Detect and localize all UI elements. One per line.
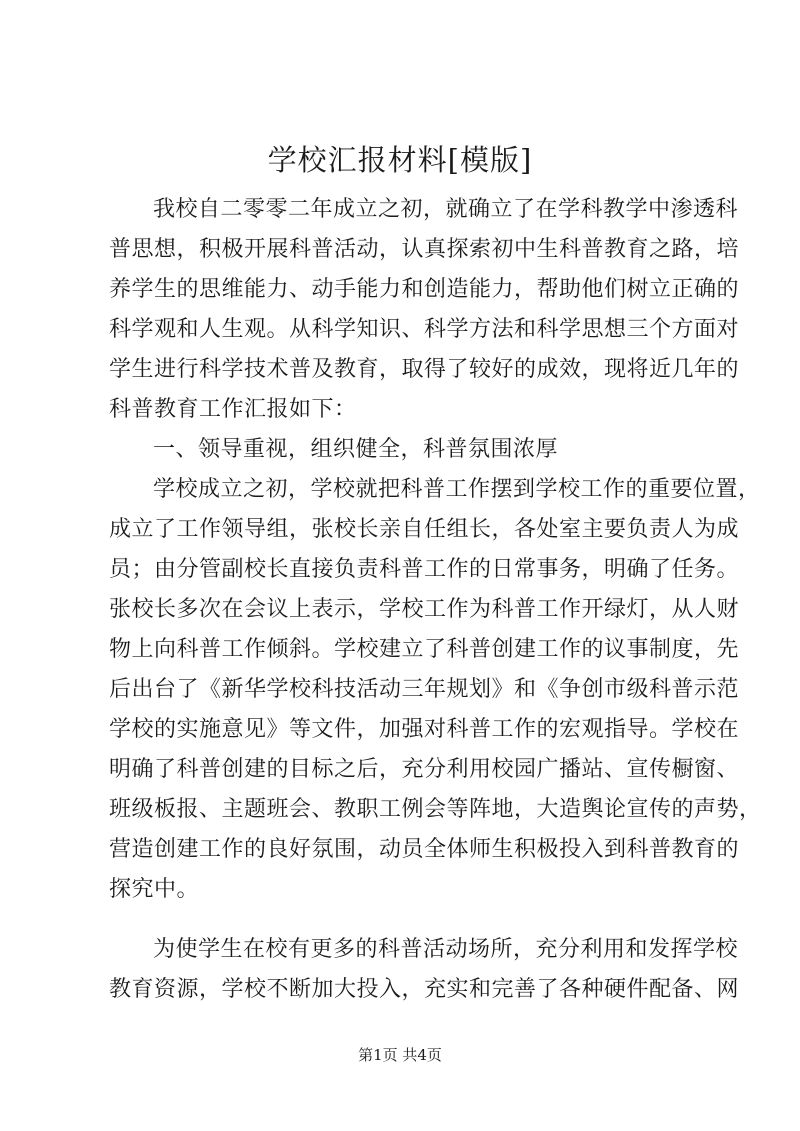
paragraph-line: 学生进行科学技术普及教育，取得了较好的成效，现将近几年的 [109, 357, 740, 382]
paragraph-spacer [109, 910, 709, 930]
paragraph-line: 班级板报、主题班会、教职工例会等阵地，大造舆论宣传的声势， [109, 797, 762, 822]
paragraph-line: 我校自二零零二年成立之初，就确立了在学科教学中渗透科 [153, 197, 739, 222]
paragraph-line: 营造创建工作的良好氛围，动员全体师生积极投入到科普教育的 [109, 837, 740, 862]
paragraph-line: 员；由分管副校长直接负责科普工作的日常事务，明确了任务。 [109, 557, 740, 582]
document-body [109, 190, 762, 1010]
paragraph-line: 为使学生在校有更多的科普活动场所，充分利用和发挥学校 [153, 937, 739, 962]
paragraph-line: 教育资源，学校不断加大投入，充实和完善了各种硬件配备、网 [109, 977, 740, 1002]
document-title: 学校汇报材料[模版] [267, 143, 533, 177]
paragraph-line: 科普教育工作汇报如下： [109, 397, 357, 422]
paragraph-line: 养学生的思维能力、动手能力和创造能力，帮助他们树立正确的 [109, 277, 740, 302]
paragraph-line: 明确了科普创建的目标之后，充分利用校园广播站、宣传橱窗、 [109, 757, 740, 782]
paragraph-line: 普思想，积极开展科普活动，认真探索初中生科普教育之路，培 [109, 237, 740, 262]
paragraph-line: 物上向科普工作倾斜。学校建立了科普创建工作的议事制度，先 [109, 637, 740, 662]
paragraph-line: 科学观和人生观。从科学知识、科学方法和科学思想三个方面对 [109, 317, 740, 342]
paragraph-line: 张校长多次在会议上表示，学校工作为科普工作开绿灯，从人财 [109, 597, 740, 622]
paragraph-line: 学校成立之初，学校就把科普工作摆到学校工作的重要位置， [153, 477, 761, 502]
paragraph-line: 成立了工作领导组，张校长亲自任组长，各处室主要负责人为成 [109, 517, 740, 542]
paragraph-line: 学校的实施意见》等文件，加强对科普工作的宏观指导。学校在 [109, 717, 740, 742]
paragraph-line: 探究中。 [109, 877, 200, 902]
paragraph-line: 后出台了《新华学校科技活动三年规划》和《争创市级科普示范 [109, 677, 740, 702]
page-number-footer: 第1页 共4页 [358, 1046, 442, 1064]
section-heading: 一、领导重视，组织健全，科普氛围浓厚 [153, 437, 559, 462]
